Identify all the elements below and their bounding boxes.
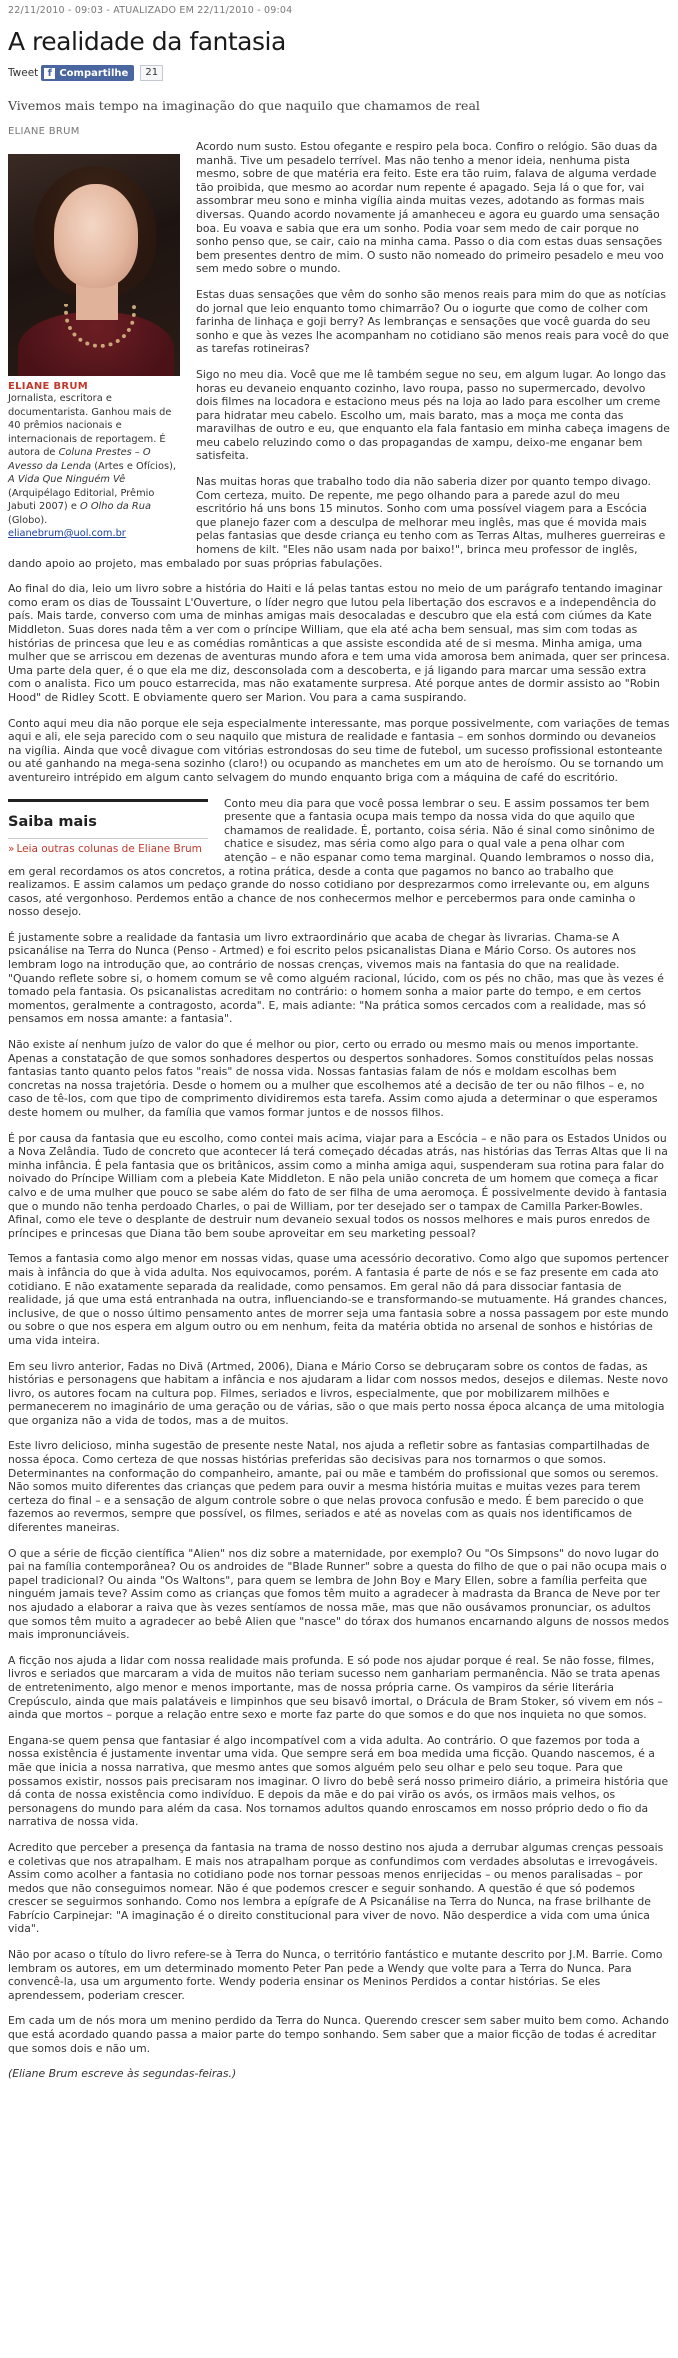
paragraph: A ficção nos ajuda a lidar com nossa realidade mais profunda. E só pode nos ajudar porque é real. Se não fosse, filmes, livros e seriados que marcaram a vida de muitos não teriam sucesso nem ganhariam permanência. Não se trata apenas de entretenimento, algo menor e menos importante, mas de nossa própria carne. Os vampiros da série literária Crepúsculo, ainda que mais palatáveis e limpinhos que seu bisavô imortal, o Drácula de Bram Stoker, só vivem em nós – ainda que mortos – porque a relação entre sexo e morte faz parte do que somos e do que nos inquieta no que somos. xyxy=(8,1653,663,1722)
arrow-icon: » xyxy=(8,842,15,855)
paragraph: Acordo num susto. Estou ofegante e respiro pela boca. Confiro o relógio. São duas da manhã. Tive um pesadelo terrível. Mas não tenho a menor ideia, nenhuma pista mesmo, sobre de que matéria era feito. Este era tão ruim, falava de alguma verdade tão proibida, que mesmo ao acordar num repente é apagado. Seja lá o que for, vai assombrar meu sono e minha vigília ainda muitas vezes, adotando as formas mais diversas. Quando acordo novamente já amanheceu e agora eu guardo uma sensação boa. Eu voava e sabia que era um sonho. Podia voar sem medo de cair porque no sonho penso que, se cair, caio na minha cama. Passo o dia com estas duas sensações bem presentes dentro de mim. O susto não nomeado do primeiro pesadelo e meu voo sem medo sobre o mundo. xyxy=(196,140,664,276)
author-name: ELIANE BRUM xyxy=(8,381,89,392)
byline: ELIANE BRUM xyxy=(8,126,80,137)
paragraph: Estas duas sensações que vêm do sonho são menos reais para mim do que as notícias do jornal que leio enquanto tomo chimarrão? Ou o iogurte que como de colher com farinha de linhaça e goji berry? As lembranças e sensações que você guarda do seu sonho e que às vezes lhe acompanham no cotidiano são menos reais para você do que as tarefas rotineiras? xyxy=(196,287,669,356)
facebook-share-label: Compartilhe xyxy=(59,67,129,79)
article-subtitle: Vivemos mais tempo na imaginação do que naquilo que chamamos de real xyxy=(8,98,480,113)
paragraph: Engana-se quem pensa que fantasiar é algo incompatível com a vida adulta. Ao contrário. O que fazemos por toda a nossa existência é justamente inventar uma vida. Que sempre será em boa medida uma ficção. Quando nascemos, é a mãe que inicia a nossa narrativa, que mesmo antes que somos alguém pelo seu olhar e pelo seu toque. Para que possamos existir, nossos pais precisaram nos imaginar. O livro do bebê será nosso primeiro diário, a primeira história que dá conta de nossa existência como indivíduo. E depois da mãe e do pai virão os avós, os irmãos mais velhos, os personagens do mundo para além da casa. Nos tornamos adultos quando enroscamos em nosso próprio dedo o fio da narrativa de nossa vida. xyxy=(8,1733,669,1829)
page-title: A realidade da fantasia xyxy=(8,27,286,56)
related-box xyxy=(8,799,208,857)
paragraph: Não existe aí nenhum juízo de valor do que é melhor ou pior, certo ou errado ou mesmo mais ou menos importante. Apenas a constatação de que somos sonhadores despertos ou despertos sonhadores. Somos constituídos pelas nossas fantasias tanto quanto pelos fatos "reais" de nossa vida. Nossas fantasias falam de nós e moldam escolhas bem concretas na nossa trajetória. Desde o homem ou a mulher que escolhemos até a decisão de ter ou não filhos – e, no caso de tê-los, com que tipo de comprimento dividiremos esta tarefa. Assim como ajuda a determinar o que esperamos deste homem ou mulher, da família que vamos formar juntos e de nossos filhos. xyxy=(8,1038,658,1119)
facebook-icon: f xyxy=(44,68,55,79)
author-box xyxy=(8,154,180,541)
paragraph: Em cada um de nós mora um menino perdido da Terra do Nunca. Querendo crescer sem saber muito bem como. Achando que está acordado quando passa a maior parte do tempo sonhando. Sem saber que a maior ficção de todas é acreditar que somos dois e não um. xyxy=(8,2014,669,2055)
paragraph: Conto meu dia para que você possa lembrar o seu. E assim possamos ter bem presente que a fantasia ocupa mais tempo da nossa vida do que aquilo que chamamos de realidade. É, portanto, coisa séria. Não é sinal como sinônimo de chatice e sisudez, mas séria como algo para o qual vale a pena olhar com atenção – e não espanar como tema marginal. Quando lembramos o nosso dia, em geral recordamos os atos concretos, a rotina prática, desde a conta que pagamos no banco ao trabalho que realizamos. E assim calamos um pedaço grande do nosso cotidiano por desprezarmos como irrelevante ou, em alguns casos, até vergonhoso. Perdemos então a chance de nos conhecermos melhor e percebermos para onde caminha o nosso desejo. xyxy=(8,796,655,919)
dateline: 22/11/2010 - 09:03 - ATUALIZADO EM 22/11/2010 - 09:04 xyxy=(8,5,293,16)
paragraph: O que a série de ficção científica "Alien" nos diz sobre a maternidade, por exemplo? Ou "Os Simpsons" do novo lugar do pai na família contemporânea? Ou os androides de "Blade Runner" sobre a questa do filho de que o pai não ocupa mais o papel tradicional? Ou ainda "Os Waltons", para quem se lembra de John Boy e Mary Ellen, sobre a família perfeita que ninguém jamais teve? Assim como as crianças que fomos têm muito a agradecer à madrasta da Branca de Neve por ter nos ajudado a elaborar a raiva que às vezes sentíamos de nossa mãe, mas que não ousávamos pronunciar, os adultos que somos têm muito a agradecer ao bebê Alien que "nasce" do tórax dos humanos encarnando alguns de nossos medos mais impronunciáveis. xyxy=(8,1546,670,1642)
facebook-share-count: 21 xyxy=(140,65,163,81)
author-photo xyxy=(8,154,180,376)
related-box-title: Saiba mais xyxy=(8,799,208,838)
other-columns-link[interactable]: » Leia outras colunas de Eliane Brum xyxy=(8,842,202,855)
facebook-share-button[interactable] xyxy=(41,65,134,81)
paragraph: Sigo no meu dia. Você que me lê também segue no seu, em algum lugar. Ao longo das horas eu devaneio enquanto cozinho, lavo roupa, passo no supermercado, devolvo dois filmes na locadora e estaciono meus pés na loja ao lado para escolher um creme para hidratar meu cabelo. Escolho um, mais barato, mas a moça me conta das maravilhas de outro e eu, que enquanto ela fala fantasio em minha cabeça imagens de meu cabelo reluzindo como o das propagandas de xampu, deixo-me enganar bem satisfeita. xyxy=(196,367,670,463)
paragraph: Temos a fantasia como algo menor em nossas vidas, quase uma acessório decorativo. Como algo que supomos pertencer mais à infância do que à vida adulta. Nos equivocamos, porém. A fantasia é parte de nós e se faz presente em cada ato cotidiano. E não exatamente separada da realidade, como pensamos. Em geral não dá para dissociar fantasia de realidade, já que uma está entranhada na outra, influenciando-se e transformando-se mutuamente. Há grandes chances, inclusive, de que o nosso último pensamento antes de morrer seja uma fantasia sobre a nossa passagem por este mundo ou sobre o que nos espera em algum outro ou em nenhum, feita da matéria obtida no arsenal de sonhos e histórias de uma vida inteira. xyxy=(8,1252,669,1347)
author-email-link[interactable]: elianebrum@uol.com.br xyxy=(8,528,126,539)
paragraph: Não por acaso o título do livro refere-se à Terra do Nunca, o território fantástico e mutante descrito por J.M. Barrie. Como lembram os autores, em um determinado momento Peter Pan pede a Wendy que volte para a Terra do Nunca. Para convencê-la, usa um argumento forte. Wendy poderia ensinar os Meninos Perdidos a contar histórias. Se eles aprendessem, poderiam crescer. xyxy=(8,1948,663,2002)
paragraph: Ao final do dia, leio um livro sobre a história do Haiti e lá pelas tantas estou no meio de um parágrafo tentando imaginar como eram os dias de Toussaint L'Ouverture, o líder negro que lutou pela libertação dos escravos e a independência do país. Mais tarde, converso com uma de minhas amigas mais desocaladas e descubro que ela está com ciúmes da Kate Middleton. Suas dores nada têm a ver com o príncipe William, que ela até acha bem sensual, mas sim com todas as histórias de princesa que leu e as comédias românticas a que assiste escondida até de si mesma. Minha amiga, uma mulher que se arriscou em dezenas de aventuras mundo afora e tem uma vida amorosa bem animada, quer ser princesa. Uma parte dela quer, é o que ela me diz, desconsolada com a descoberta, e já ligando para marcar uma sessão extra com o analista. Fico um pouco estarrecida, mas não exatamente surpresa. Até porque antes de dormir assisto ao "Robin Hood" de Ridley Scott. E obviamente quero ser Marion. Vou para a cama suspirando. xyxy=(8,582,670,704)
paragraph: Acredito que perceber a presença da fantasia na trama de nosso destino nos ajuda a derrubar algumas crenças pessoais e coletivas que nos atrapalham. E mais nos atrapalham porque as confundimos com verdades absolutas e irrevogáveis. Assim como acolher a fantasia no cotidiano pode nos tornar pessoas menos enrijecidas – ou menos paralisadas – por medos que não conseguimos nomear. Não é que podemos crescer e seguir sonhando. A questão é que só podemos crescer se seguirmos sonhando. Como nos lembra a epígrafe de A Psicanálise na Terra do Nunca, na frase brilhante de Fabrício Carpinejar: "A imaginação é o direito constitucional para viver de novo. Não desperdice a vida com uma única vida". xyxy=(8,1840,664,1936)
paragraph: Nas muitas horas que trabalho todo dia não saberia dizer por quanto tempo divago. Com certeza, muito. De repente, me pego olhando para a parede azul do meu escritório há uns bons 15 minutos. Sonho com uma possível viagem para a Escócia que planejo fazer com a desculpa de melhorar meu inglês, mas que é movida mais pelas fantasias que desde criança eu tenho com as Terras Altas, mulheres guerreiras e homens de kilt. "Eles não usam nada por baixo!", brinca meu professor de inglês, dando apoio ao projeto, mas embalado por suas próprias fabulações. xyxy=(8,475,666,570)
share-bar xyxy=(8,62,670,84)
author-bio: Jornalista, escritora e documentarista. Ganhou mais de 40 prêmios nacionais e internacionais de reportagem. É autora de Coluna Prestes – O Avesso da Lenda (Artes e Ofícios), A Vida Que Ninguém Vê (Arquipélago Editorial, Prêmio Jabuti 2007) e O Olho da Rua (Globo). elianebrum@uol.com.br xyxy=(8,393,177,539)
paragraph: É justamente sobre a realidade da fantasia um livro extraordinário que acaba de chegar às livrarias. Chama-se A psicanálise na Terra do Nunca (Penso - Artmed) e foi escrito pelos psicanalistas Diana e Mário Corso. Os autores nos lembram logo na introdução que, ao contrário de nossas crenças, vivemos mais na fantasia do que na realidade. "Quando reflete sobre si, o homem comum se vê como alguém racional, lúcido, com os pés no chão, mas que às vezes é tomado pela fantasia. Os psicanalistas acreditam no contrário: o homem sonha a maior parte do tempo, e em certos momentos, geralmente a contragosto, acorda". E, mais adiante: "Na prática somos cercados com a realidade, mas só pensamos em nossa amante: a fantasia". xyxy=(8,930,664,1026)
paragraph: Em seu livro anterior, Fadas no Divã (Artmed, 2006), Diana e Mário Corso se debruçaram sobre os contos de fadas, as histórias e personagens que habitam a infância e nos ajudaram a lidar com nossos medos, desejos e dilemas. Neste novo livro, os autores focam na cultura pop. Filmes, seriados e livros, especialmente, que por mobilizarem milhões e permanecerem no imaginário de uma geração ou de várias, são o que mais perto nossa época alcança de uma mitologia que organiza não a vida de todos, mas a de muitos. xyxy=(8,1359,669,1427)
paragraph: Este livro delicioso, minha sugestão de presente neste Natal, nos ajuda a refletir sobre as fantasias compartilhadas de nossa época. Como certeza de que nossas histórias preferidas são decisivas para nos tornarmos o que somos. Determinantes na conformação do companheiro, amante, pai ou mãe e também do profissional que somos ou seremos. Não somos muito diferentes das crianças que pedem para ouvir a mesma história muitas e muitas vezes para terem certeza do final – e a sensação de algum controle sobre o que nelas provoca confusão e medo. É bem parecido o que fazemos ao revermos, sempre que possível, os filmes, seriados e até as novelas com as quais nos identificamos de diferentes maneiras. xyxy=(8,1439,659,1535)
paragraph: É por causa da fantasia que eu escolho, como contei mais acima, viajar para a Escócia – e não para os Estados Unidos ou a Nova Zelândia. Tudo de concreto que acontecer lá terá começado décadas atrás, nas histórias das Terras Altas que li na minha infância. É pela fantasia que os britânicos, assim como a minha amiga aqui, suspenderam sua rotina para falar do noivado do Príncipe William com a plebeia Kate Middleton. E não pela união concreta de um homem que começa a ficar calvo e de uma mulher que pouco se sabe além do fato de ser filha de uma aeromoça. É possivelmente devido à fantasia que o mundo não tenha perdoado Charles, o pai de William, por ter desejado ser o tampax de Camilla Parker-Bowles. Afinal, como ele teve o desplante de destruir num devaneio sexual todos os nossos melhores e mais puros enredos de príncipes e princesas que Diana tão bem soube aproveitar em seu marketing pessoal? xyxy=(8,1131,668,1240)
paragraph: Conto aqui meu dia não porque ele seja especialmente interessante, mas porque possivelmente, com variações de temas aqui e ali, ele seja parecido com o seu naquilo que mistura de realidade e fantasia – em sonhos dormindo ou devaneios na vigília. Ainda que você divague com vitórias estrondosas do seu time de futebol, um sucesso profissional estonteante ou até ganhando na mega-sena sozinho (claro!) ou ocupando as manchetes em um ato de heroísmo. Ou se tornando um aventureiro intrépido em algum canto selvagem do mundo enquanto briga com a máquina de café do escritório. xyxy=(8,716,670,784)
tweet-button[interactable]: Tweet xyxy=(8,67,39,79)
signoff: (Eliane Brum escreve às segundas-feiras.) xyxy=(8,2067,237,2081)
